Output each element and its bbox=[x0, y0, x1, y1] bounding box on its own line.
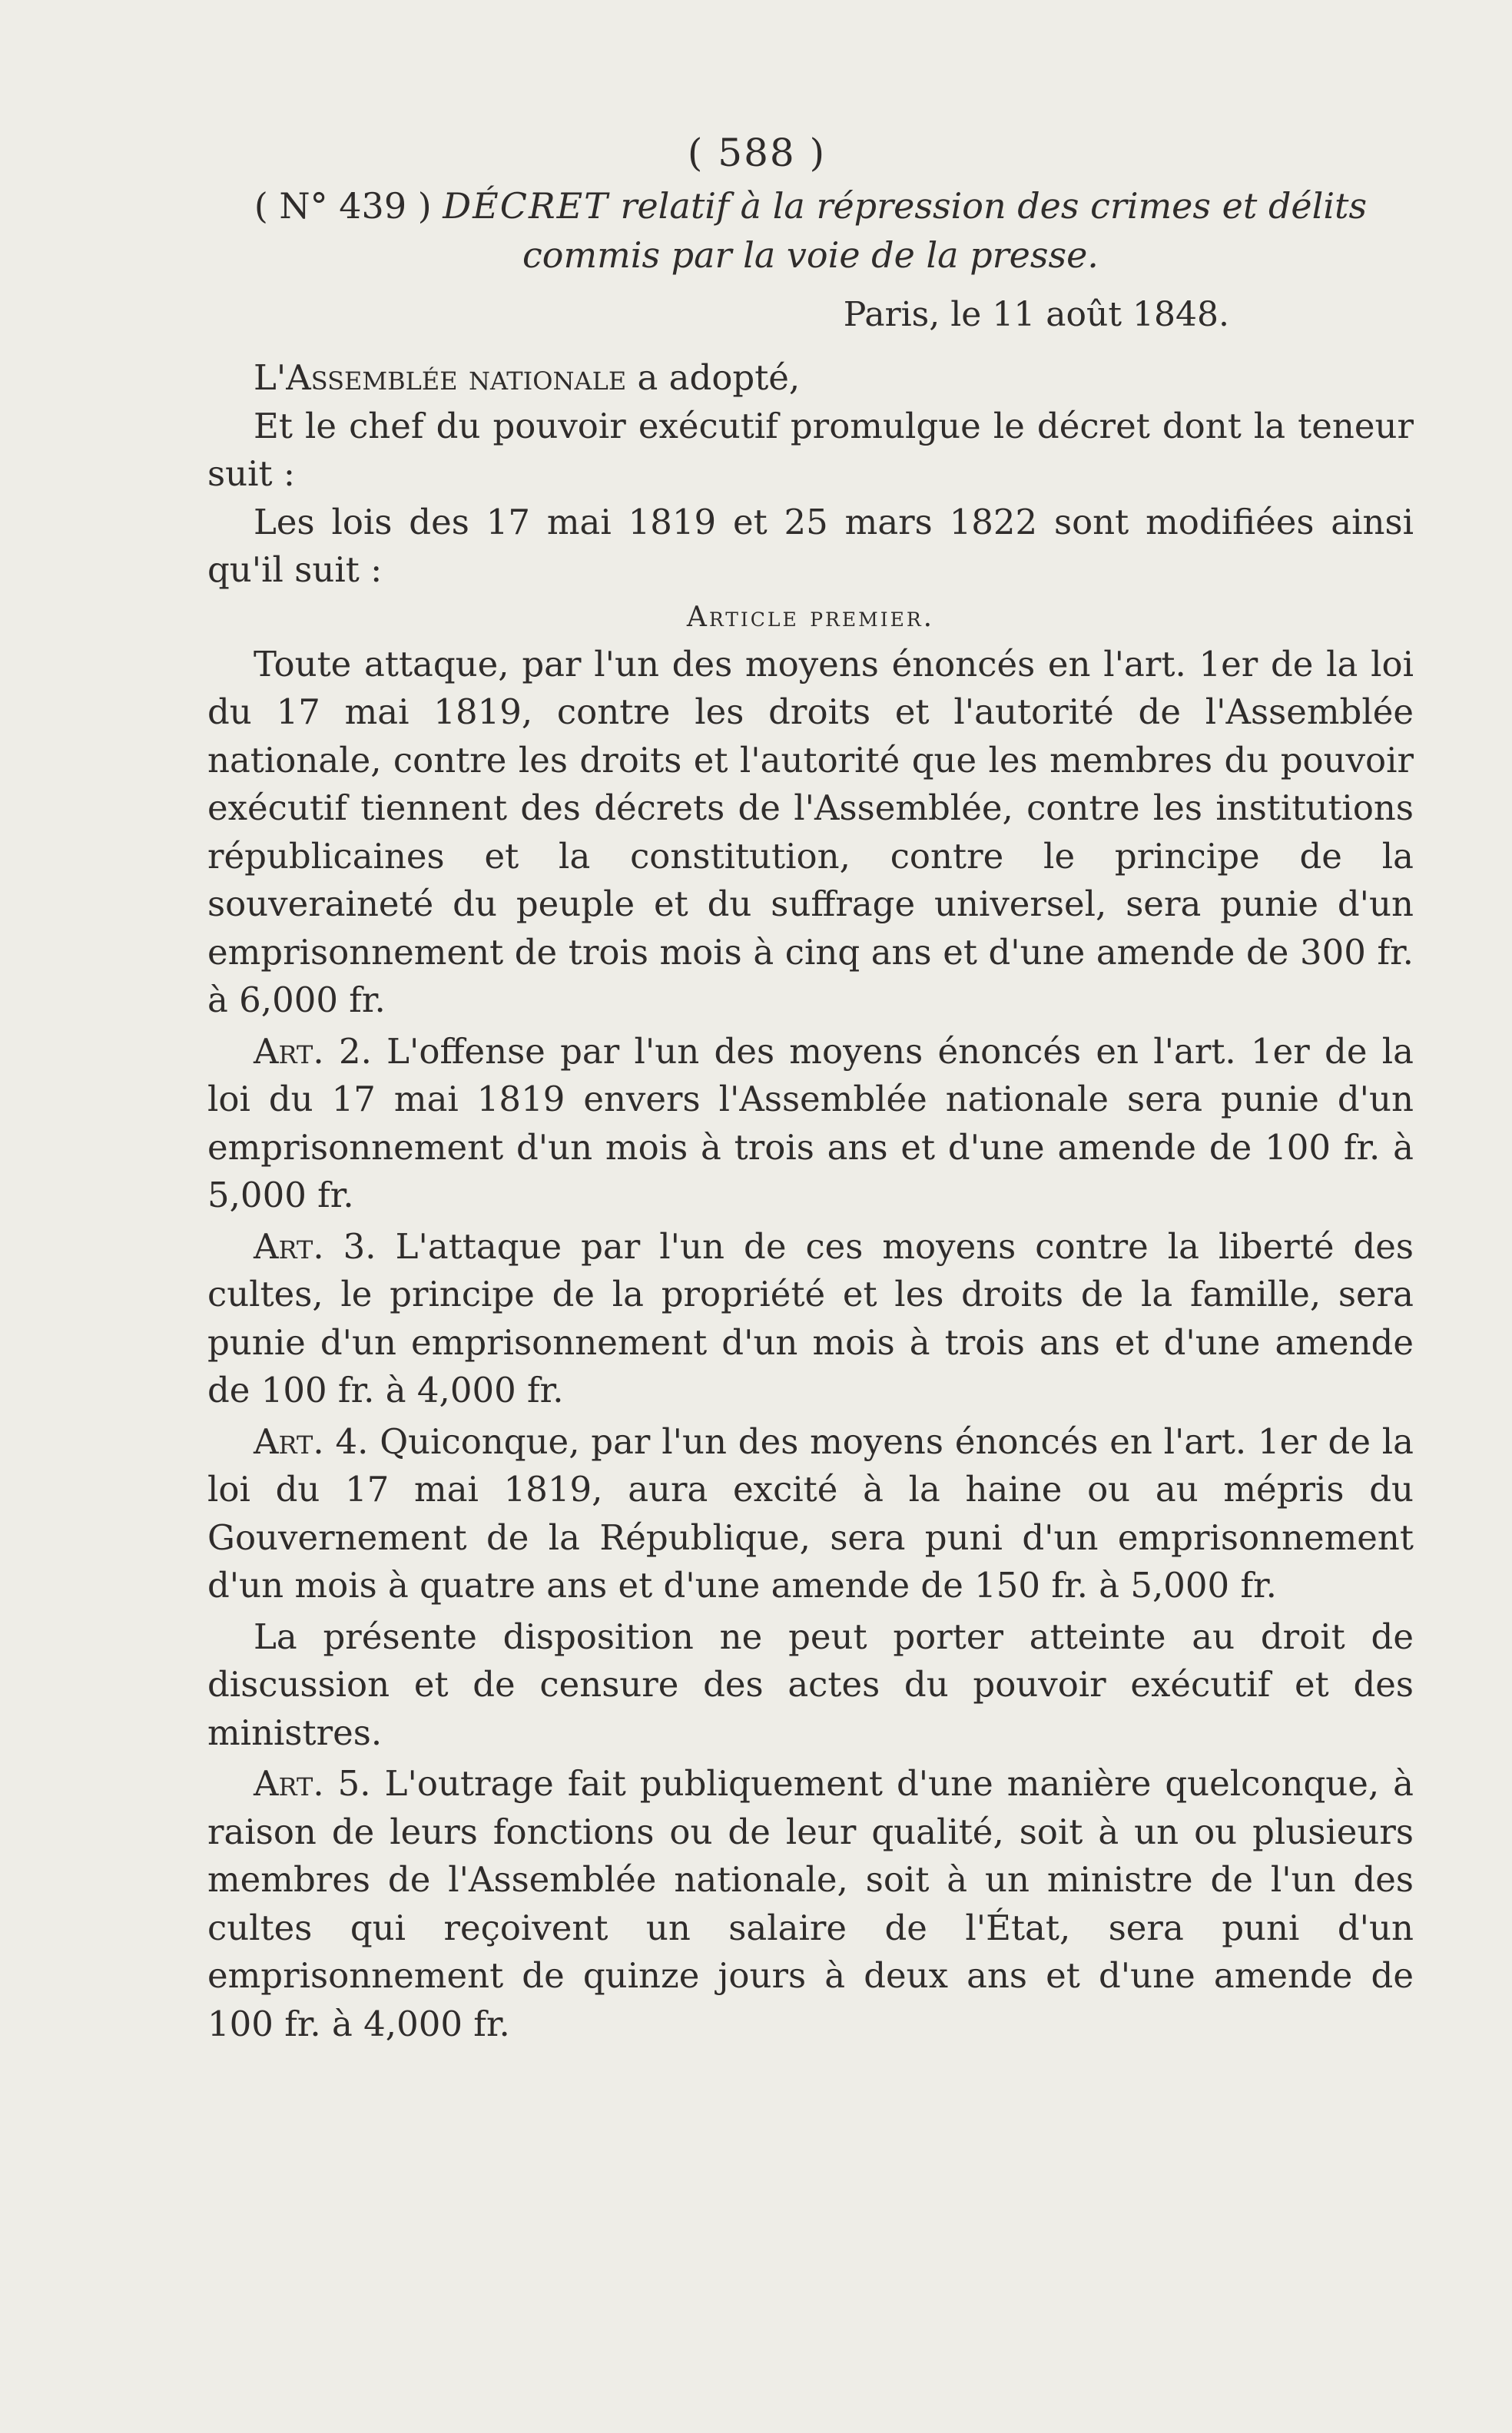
article-2 bbox=[207, 1028, 1414, 1220]
article-4-label: Art. 4. bbox=[254, 1420, 369, 1462]
adopted-text: a adopté, bbox=[626, 357, 801, 398]
article-2-label: Art. 2. bbox=[254, 1030, 372, 1072]
decree-title bbox=[207, 181, 1414, 280]
paragraph-promulgation: Et le chef du pouvoir exécutif promulgue le décret dont la teneur suit : bbox=[207, 405, 1414, 494]
article-3 bbox=[207, 1223, 1414, 1415]
article-4-text: Quiconque, par l'un des moyens énoncés en l'art. 1er de la loi du 17 mai 1819, aura excité à la haine ou au mépris du Gouvernement de la République, sera puni d'un emprisonnement d'un mois à quatre ans et d'une amende de 150 fr. à 5,000 fr. bbox=[207, 1420, 1414, 1606]
decree-number: ( N° 439 ) bbox=[254, 185, 432, 227]
article-2-text: L'offense par l'un des moyens énoncés en l'art. 1er de la loi du 17 mai 1819 envers l'Assemblée nationale sera punie d'un emprisonnement d'un mois à trois ans et d'une amende de 100 fr. à 5,000 fr. bbox=[207, 1030, 1414, 1215]
decree-label: DÉCRET bbox=[443, 185, 609, 227]
paragraph-laws-modified: Les lois des 17 mai 1819 et 25 mars 1822 sont modifiées ainsi qu'il suit : bbox=[207, 501, 1414, 590]
assembly-name: L'Assemblée nationale bbox=[254, 357, 627, 398]
dateline: Paris, le 11 août 1848. bbox=[843, 295, 1229, 334]
document-page bbox=[207, 131, 1414, 2048]
article-5-label: Art. 5. bbox=[254, 1763, 371, 1804]
article-premier-heading: Article premier. bbox=[686, 601, 935, 633]
article-1-text: Toute attaque, par l'un des moyens énoncés en l'art. 1er de la loi du 17 mai 1819, contre les droits et l'autorité de l'Assemblée nationale, contre les droits et l'autorité que les membres du pouvoir exécutif tiennent des décrets de l'Assemblée, contre les institutions républicaines et la constitution, contre le principe de la souveraineté du peuple et du suffrage universel, sera punie d'un emprisonnement de trois mois à cinq ans et d'une amende de 300 fr. à 6,000 fr. bbox=[207, 643, 1414, 1020]
article-5-text: L'outrage fait publiquement d'une manière quelconque, à raison de leurs fonctions ou de leur qualité, soit à un ou plusieurs membres de l'Assemblée nationale, soit à un ministre de l'un des cultes qui reçoivent un salaire de l'État, sera puni d'un emprisonnement de quinze jours à deux ans et d'une amende de 100 fr. à 4,000 fr. bbox=[207, 1763, 1414, 2044]
decree-subject: relatif à la répression des crimes et délits commis par la voie de la presse. bbox=[522, 185, 1368, 276]
article-5 bbox=[207, 1760, 1414, 2048]
page-number: ( 588 ) bbox=[687, 131, 827, 175]
paragraph-assembly-adopted bbox=[207, 354, 1414, 403]
article-3-text: L'attaque par l'un de ces moyens contre la liberté des cultes, le principe de la propriété et les droits de la famille, sera punie d'un emprisonnement d'un mois à trois ans et d'une amende de 100 fr. à 4,000 fr. bbox=[207, 1225, 1414, 1410]
article-3-label: Art. 3. bbox=[254, 1225, 376, 1267]
article-4 bbox=[207, 1418, 1414, 1610]
article-4-paragraph-2: La présente disposition ne peut porter atteinte au droit de discussion et de censure des actes du pouvoir exécutif et des ministres. bbox=[207, 1616, 1414, 1753]
